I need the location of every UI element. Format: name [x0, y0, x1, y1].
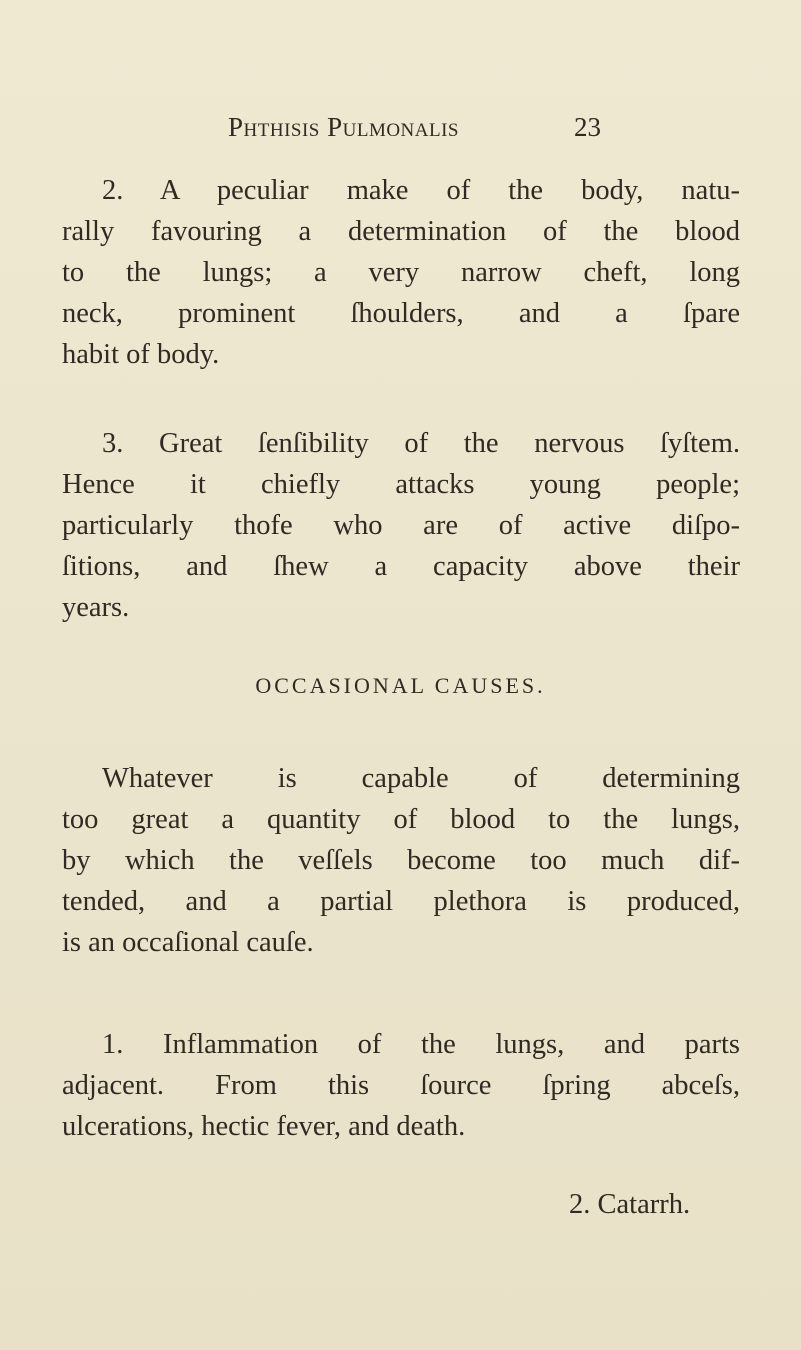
text-line: 1. Inflammation of the lungs, and parts: [102, 1029, 740, 1060]
text-line: years.: [62, 592, 130, 623]
text-line: 2. A peculiar make of the body, natu-: [102, 175, 740, 206]
paragraph-predisposing-3: [62, 423, 740, 628]
text-line: ſitions, and ſhew a capacity above their: [62, 551, 740, 582]
text-line: 3. Great ſenſibility of the nervous ſyſtem.: [102, 428, 740, 459]
text-line: neck, prominent ſhoulders, and a ſpare: [62, 298, 740, 329]
text-line: too great a quantity of blood to the lungs,: [62, 804, 740, 835]
section-heading: OCCASIONAL CAUSES.: [255, 673, 546, 698]
text-line: Hence it chiefly attacks young people;: [62, 469, 740, 500]
page-header: [0, 112, 801, 152]
text-line: tended, and a partial plethora is produced,: [62, 886, 740, 917]
paragraph-occasional-1: [62, 1024, 740, 1147]
page-number: 23: [574, 112, 601, 142]
text-line: by which the veſſels become too much dif-: [62, 845, 740, 876]
text-line: habit of body.: [62, 339, 220, 370]
text-line: to the lungs; a very narrow cheft, long: [62, 257, 740, 288]
text-line: Whatever is capable of determining: [102, 763, 740, 794]
paragraph-predisposing-2: [62, 170, 740, 375]
text-line: is an occaſional cauſe.: [62, 927, 314, 958]
running-head: Phthisis Pulmonalis: [228, 112, 460, 142]
paragraph-occasional-causes: [62, 758, 740, 963]
catchword: 2. Catarrh.: [569, 1189, 691, 1220]
text-line: ulcerations, hectic fever, and death.: [62, 1111, 466, 1142]
text-line: adjacent. From this ſource ſpring abceſs,: [62, 1070, 740, 1101]
text-line: particularly thofe who are of active diſpo-: [62, 510, 740, 541]
text-line: rally favouring a determination of the blood: [62, 216, 740, 247]
